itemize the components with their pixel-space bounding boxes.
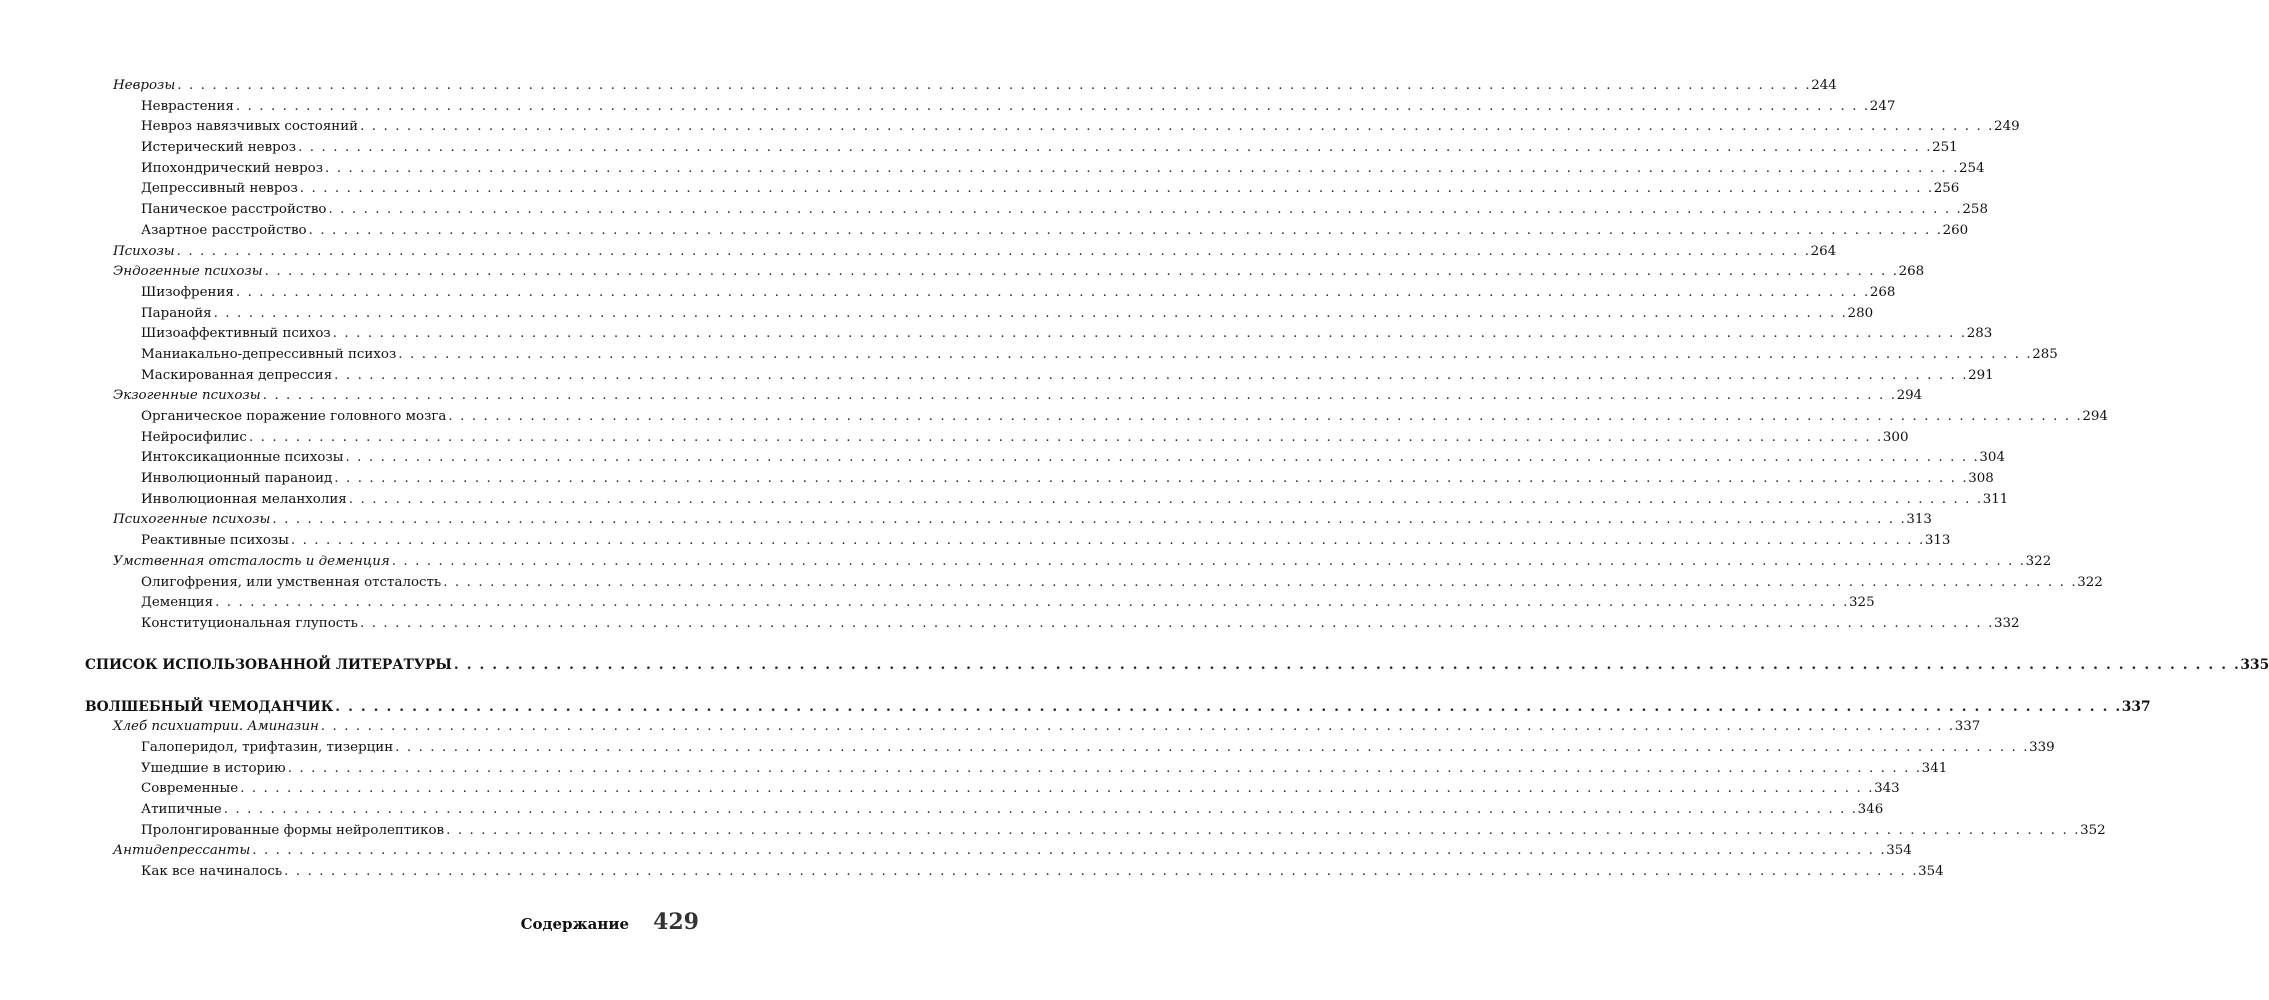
toc-entry-title: Органическое поражение головного мозга (141, 409, 447, 424)
toc-entry-title: Шизофрения (141, 284, 234, 300)
toc-part-entry (85, 655, 2269, 676)
toc-entry-page: 335 (2240, 657, 2269, 674)
toc-entry-title: Как все начиналось (141, 864, 283, 880)
toc-subsection-entry (141, 573, 2103, 594)
toc-entry-page: 332 (1993, 615, 2020, 631)
page-footer (521, 909, 699, 935)
toc-entry-title: Маскированная депрессия (141, 367, 333, 383)
toc-entry-page: 260 (1942, 222, 1969, 238)
dot-leader: . . . . . . . . . . . . . . . . . . . . . . . . . . . . . . . . . . . . . . . . . . . . . . . . . . . . . . . . . . . . . . . . . . . . . . . . . . . . . . . . . . . . . . . . . . . . . . . . . . . . . . . . . . . . . . . . . . . . . . . . . . . . . . . . . . . . . . . . . . . . (335, 698, 2122, 715)
dot-leader: . . . . . . . . . . . . . . . . . . . . . . . . . . . . . . . . . . . . . . . . . . . . . . . . . . . . . . . . . . . . . . . . . . . . . . . . . . . . . . . . . . . . . . . . . . . . . . . . . . . . . . . . . . . . . . . . . . . . . . . . . . . . . . . . . . . . . . . . . . . . (177, 78, 1812, 93)
toc-entry-title: Экзогенные психозы (113, 388, 261, 404)
dot-leader: . . . . . . . . . . . . . . . . . . . . . . . . . . . . . . . . . . . . . . . . . . . . . . . . . . . . . . . . . . . . . . . . . . . . . . . . . . . . . . . . . . . . . . . . . . . . . . . . . . . . . . . . . . . . . . . . . . . . . . . . . . . . . . . . . . . . . . . . . . . . (443, 574, 2078, 590)
toc-entry-title: Шизоаффективный психоз (141, 326, 331, 342)
toc-entry-page: 322 (2025, 553, 2052, 569)
table-of-contents (0, 76, 2269, 883)
toc-entry-page: 256 (1933, 181, 1960, 197)
toc-entry-page: 264 (1810, 243, 1837, 259)
toc-entry-title: Паническое расстройство (141, 202, 327, 218)
toc-entry-title: Галоперидол, трифтазин, тизерцин (141, 740, 394, 755)
toc-section-entry (113, 552, 2052, 573)
toc-subsection-entry (141, 821, 2106, 842)
section-spacer (0, 635, 800, 656)
toc-entry-page: 251 (1932, 140, 1958, 156)
toc-entry-page: 291 (1968, 367, 1994, 383)
toc-entry-title: Интоксикационные психозы (141, 450, 344, 466)
toc-entry-page: 339 (2029, 740, 2055, 755)
toc-entry-title: Невроз навязчивых состояний (141, 119, 359, 135)
toc-entry-page: 304 (1979, 450, 2005, 466)
toc-subsection-entry (141, 221, 1969, 242)
toc-subsection-entry (141, 117, 2020, 138)
toc-entry-page: 337 (1954, 719, 1981, 735)
toc-subsection-entry (141, 614, 2020, 635)
toc-entry-page: 337 (2121, 698, 2151, 715)
dot-leader: . . . . . . . . . . . . . . . . . . . . . . . . . . . . . . . . . . . . . . . . . . . . . . . . . . . . . . . . . . . . . . . . . . . . . . . . . . . . . . . . . . . . . . . . . . . . . . . . . . . . . . . . . . . . . . . . . . . . . . . . . . . . . . . . . . . . . . . . . . . . (235, 284, 1870, 300)
toc-entry-page: 311 (1982, 491, 2009, 507)
dot-leader: . . . . . . . . . . . . . . . . . . . . . . . . . . . . . . . . . . . . . . . . . . . . . . . . . . . . . . . . . . . . . . . . . . . . . . . . . . . . . . . . . . . . . . . . . . . . . . . . . . . . . . . . . . . . . . . . . . . . . . . . . . . . . . . . . . . . . . . . . . . . (287, 760, 1922, 776)
toc-entry-page: 343 (1874, 781, 1900, 797)
toc-entry-title: Паранойя (141, 305, 212, 321)
toc-entry-title: Инволюционный параноид (141, 471, 333, 487)
dot-leader: . . . . . . . . . . . . . . . . . . . . . . . . . . . . . . . . . . . . . . . . . . . . . . . . . . . . . . . . . . . . . . . . . . . . . . . . . . . . . . . . . . . . . . . . . . . . . . . . . . . . . . . . . . . . . . . . . . . . . . . . . . . . . . . . . . . . . . . . . . . . (398, 346, 2033, 362)
toc-subsection-entry (141, 738, 2055, 759)
toc-subsection-entry (141, 179, 1960, 200)
toc-entry-title: Современные (141, 781, 239, 797)
toc-section-entry (113, 510, 1932, 531)
toc-entry-title: Истерический невроз (141, 140, 297, 156)
toc-subsection-entry (141, 531, 1951, 552)
toc-entry-page: 352 (2080, 822, 2106, 838)
running-title: Содержание (520, 915, 630, 933)
toc-entry-page: 354 (1918, 864, 1944, 880)
dot-leader: . . . . . . . . . . . . . . . . . . . . . . . . . . . . . . . . . . . . . . . . . . . . . . . . . . . . . . . . . . . . . . . . . . . . . . . . . . . . . . . . . . . . . . . . . . . . . . . . . . . . . . . . . . . . . . . . . . . . . . . . . . . . . . . . . . . . . . . . . . . . (299, 181, 1934, 197)
toc-subsection-entry (141, 428, 1909, 449)
toc-entry-title: Умственная отсталость и деменция (113, 553, 390, 569)
toc-entry-page: 283 (1966, 326, 1993, 342)
dot-leader: . . . . . . . . . . . . . . . . . . . . . . . . . . . . . . . . . . . . . . . . . . . . . . . . . . . . . . . . . . . . . . . . . . . . . . . . . . . . . . . . . . . . . . . . . . . . . . . . . . . . . . . . . . . . . . . . . . . . . . . . . . . . . . . . . . . . . . . . . . . . (308, 222, 1943, 238)
dot-leader: . . . . . . . . . . . . . . . . . . . . . . . . . . . . . . . . . . . . . . . . . . . . . . . . . . . . . . . . . . . . . . . . . . . . . . . . . . . . . . . . . . . . . . . . . . . . . . . . . . . . . . . . . . . . . . . . . . . . . . . . . . . . . . . . . . . . . . . . . . . . (262, 388, 1897, 404)
dot-leader: . . . . . . . . . . . . . . . . . . . . . . . . . . . . . . . . . . . . . . . . . . . . . . . . . . . . . . . . . . . . . . . . . . . . . . . . . . . . . . . . . . . . . . . . . . . . . . . . . . . . . . . . . . . . . . . . . . . . . . . . . . . . . . . . . . . . . . . . . . . . (391, 553, 2026, 569)
toc-subsection-entry (141, 159, 1985, 180)
toc-entry-title: СПИСОК ИСПОЛЬЗОВАННОЙ ЛИТЕРАТУРЫ (85, 657, 452, 674)
toc-entry-page: 354 (1886, 843, 1912, 859)
dot-leader: . . . . . . . . . . . . . . . . . . . . . . . . . . . . . . . . . . . . . . . . . . . . . . . . . . . . . . . . . . . . . . . . . . . . . . . . . . . . . . . . . . . . . . . . . . . . . . . . . . . . . . . . . . . . . . . . . . . . . . . . . . . . . . . . . . . . . . . . . . . . (213, 305, 1848, 321)
dot-leader: . . . . . . . . . . . . . . . . . . . . . . . . . . . . . . . . . . . . . . . . . . . . . . . . . . . . . . . . . . . . . . . . . . . . . . . . . . . . . . . . . . . . . . . . . . . . . . . . . . . . . . . . . . . . . . . . . . . . . . . . . . . . . . . . . . . . . . . . . . . . (290, 533, 1925, 549)
toc-entry-page: 249 (1994, 119, 2020, 135)
toc-entry-page: 325 (1849, 595, 1875, 611)
toc-entry-title: Неврастения (141, 98, 234, 114)
toc-entry-page: 244 (1811, 78, 1837, 93)
toc-entry-title: Неврозы (113, 78, 176, 93)
toc-section-entry (113, 717, 1981, 738)
toc-entry-title: ВОЛШЕБНЫЙ ЧЕМОДАНЧИК (85, 698, 334, 715)
toc-section-entry (113, 262, 1925, 283)
toc-entry-page: 247 (1869, 98, 1896, 114)
toc-entry-page: 300 (1882, 429, 1909, 445)
section-spacer (0, 676, 800, 697)
dot-leader: . . . . . . . . . . . . . . . . . . . . . . . . . . . . . . . . . . . . . . . . . . . . . . . . . . . . . . . . . . . . . . . . . . . . . . . . . . . . . . . . . . . . . . . . . . . . . . . . . . . . . . . . . . . . . . . . . . . . . . . . . . . . . . . . . . . . . . . . . . . . (176, 243, 1811, 259)
dot-leader: . . . . . . . . . . . . . . . . . . . . . . . . . . . . . . . . . . . . . . . . . . . . . . . . . . . . . . . . . . . . . . . . . . . . . . . . . . . . . . . . . . . . . . . . . . . . . . . . . . . . . . . . . . . . . . . . . . . . . . . . . . . . . . . . . . . . . . . . . . . . (448, 409, 2083, 424)
toc-entry-page: 285 (2032, 346, 2058, 362)
dot-leader: . . . . . . . . . . . . . . . . . . . . . . . . . . . . . . . . . . . . . . . . . . . . . . . . . . . . . . . . . . . . . . . . . . . . . . . . . . . . . . . . . . . . . . . . . . . . . . . . . . . . . . . . . . . . . . . . . . . . . . . . . . . . . . . . . . . . . . . . . . . . (328, 202, 1963, 218)
toc-entry-title: Психогенные психозы (113, 512, 271, 528)
dot-leader: . . . . . . . . . . . . . . . . . . . . . . . . . . . . . . . . . . . . . . . . . . . . . . . . . . . . . . . . . . . . . . . . . . . . . . . . . . . . . . . . . . . . . . . . . . . . . . . . . . . . . . . . . . . . . . . . . . . . . . . . . . . . . . . . . . . . . . . . . . . . (395, 740, 2030, 755)
toc-entry-title: Олигофрения, или умственная отсталость (141, 574, 442, 590)
toc-subsection-entry (141, 800, 1884, 821)
dot-leader: . . . . . . . . . . . . . . . . . . . . . . . . . . . . . . . . . . . . . . . . . . . . . . . . . . . . . . . . . . . . . . . . . . . . . . . . . . . . . . . . . . . . . . . . . . . . . . . . . . . . . . . . . . . . . . . . . . . . . . . . . . . . . . . . . . . . . . . . . . . . (332, 326, 1967, 342)
dot-leader: . . . . . . . . . . . . . . . . . . . . . . . . . . . . . . . . . . . . . . . . . . . . . . . . . . . . . . . . . . . . . . . . . . . . . . . . . . . . . . . . . . . . . . . . . . . . . . . . . . . . . . . . . . . . . . . . . . . . . . . . . . . . . . . . . . . . . . . . . . . . (359, 615, 1994, 631)
toc-section-entry (113, 386, 1923, 407)
toc-entry-title: Конституциональная глупость (141, 615, 358, 631)
toc-entry-page: 280 (1847, 305, 1874, 321)
dot-leader: . . . . . . . . . . . . . . . . . . . . . . . . . . . . . . . . . . . . . . . . . . . . . . . . . . . . . . . . . . . . . . . . . . . . . . . . . . . . . . . . . . . . . . . . . . . . . . . . . . . . . . . . . . . . . . . . . . . . . . . . . . . . . . . . . . . . . . . . . . . . (240, 781, 1875, 797)
toc-subsection-entry (141, 324, 1993, 345)
toc-entry-page: 268 (1898, 264, 1925, 280)
toc-subsection-entry (141, 304, 1874, 325)
toc-entry-page: 313 (1924, 533, 1951, 549)
toc-subsection-entry (141, 407, 2108, 428)
toc-entry-page: 346 (1857, 802, 1884, 818)
dot-leader: . . . . . . . . . . . . . . . . . . . . . . . . . . . . . . . . . . . . . . . . . . . . . . . . . . . . . . . . . . . . . . . . . . . . . . . . . . . . . . . . . . . . . . . . . . . . . . . . . . . . . . . . . . . . . . . . . . . . . . . . . . . . . . . . . . . . . . . . . . . . (235, 98, 1870, 114)
toc-subsection-entry (141, 759, 1948, 780)
toc-entry-title: Пролонгированные формы нейролептиков (141, 822, 445, 838)
toc-entry-page: 341 (1921, 760, 1948, 776)
dot-leader: . . . . . . . . . . . . . . . . . . . . . . . . . . . . . . . . . . . . . . . . . . . . . . . . . . . . . . . . . . . . . . . . . . . . . . . . . . . . . . . . . . . . . . . . . . . . . . . . . . . . . . . . . . . . . . . . . . . . . . . . . . . . . . . . . . . . . . . . . . . . (252, 843, 1887, 859)
toc-entry-title: Антидепрессанты (113, 843, 251, 859)
toc-part-entry (85, 697, 2151, 718)
page-number: 429 (653, 909, 699, 935)
toc-entry-title: Эндогенные психозы (113, 264, 263, 280)
dot-leader: . . . . . . . . . . . . . . . . . . . . . . . . . . . . . . . . . . . . . . . . . . . . . . . . . . . . . . . . . . . . . . . . . . . . . . . . . . . . . . . . . . . . . . . . . . . . . . . . . . . . . . . . . . . . . . . . . . . . . . . . . . . . . . . . . . . . . . . . . . . . (284, 864, 1919, 880)
toc-subsection-entry (141, 345, 2058, 366)
toc-entry-title: Маниакально-депрессивный психоз (141, 346, 397, 362)
toc-subsection-entry (141, 283, 1896, 304)
toc-entry-page: 294 (2082, 409, 2108, 424)
toc-entry-page: 254 (1959, 160, 1985, 176)
toc-entry-page: 268 (1869, 284, 1896, 300)
dot-leader: . . . . . . . . . . . . . . . . . . . . . . . . . . . . . . . . . . . . . . . . . . . . . . . . . . . . . . . . . . . . . . . . . . . . . . . . . . . . . . . . . . . . . . . . . . . . . . . . . . . . . . . . . . . . . . . . . . . . . . . . . . . . . . . . . . . . . . . . . . . . (345, 450, 1980, 466)
dot-leader: . . . . . . . . . . . . . . . . . . . . . . . . . . . . . . . . . . . . . . . . . . . . . . . . . . . . . . . . . . . . . . . . . . . . . . . . . . . . . . . . . . . . . . . . . . . . . . . . . . . . . . . . . . . . . . . . . . . . . . . . . . . . . . . . . . . . . . . . . . . . (320, 719, 1955, 735)
dot-leader: . . . . . . . . . . . . . . . . . . . . . . . . . . . . . . . . . . . . . . . . . . . . . . . . . . . . . . . . . . . . . . . . . . . . . . . . . . . . . . . . . . . . . . . . . . . . . . . . . . . . . . . . . . . . . . . . . . . . . . . . . . . . . . . . . . . . . . . . . . . . (446, 822, 2081, 838)
toc-entry-page: 322 (2077, 574, 2103, 590)
toc-entry-title: Реактивные психозы (141, 533, 289, 549)
dot-leader: . . . . . . . . . . . . . . . . . . . . . . . . . . . . . . . . . . . . . . . . . . . . . . . . . . . . . . . . . . . . . . . . . . . . . . . . . . . . . . . . . . . . . . . . . . . . . . . . . . . . . . . . . . . . . . . . . . . . . . . . . . . . . . . . . . . . . . . . . . . . (360, 119, 1995, 135)
dot-leader: . . . . . . . . . . . . . . . . . . . . . . . . . . . . . . . . . . . . . . . . . . . . . . . . . . . . . . . . . . . . . . . . . . . . . . . . . . . . . . . . . . . . . . . . . . . . . . . . . . . . . . . . . . . . . . . . . . . . . . . . . . . . . . . . . . . . . . . . . . . . (334, 367, 1969, 383)
dot-leader: . . . . . . . . . . . . . . . . . . . . . . . . . . . . . . . . . . . . . . . . . . . . . . . . . . . . . . . . . . . . . . . . . . . . . . . . . . . . . . . . . . . . . . . . . . . . . . . . . . . . . . . . . . . . . . . . . . . . . . . . . . . . . . . . . . . . . . . . . . . . (248, 429, 1883, 445)
toc-subsection-entry (141, 593, 1875, 614)
toc-section-entry (113, 841, 1912, 862)
toc-entry-title: Психозы (113, 243, 175, 259)
dot-leader: . . . . . . . . . . . . . . . . . . . . . . . . . . . . . . . . . . . . . . . . . . . . . . . . . . . . . . . . . . . . . . . . . . . . . . . . . . . . . . . . . . . . . . . . . . . . . . . . . . . . . . . . . . . . . . . . . . . . . . . . . . . . . . . . . . . . . . . . . . . . (264, 264, 1899, 280)
toc-subsection-entry (141, 366, 1994, 387)
toc-subsection-entry (141, 200, 1988, 221)
toc-entry-page: 313 (1906, 512, 1932, 528)
dot-leader: . . . . . . . . . . . . . . . . . . . . . . . . . . . . . . . . . . . . . . . . . . . . . . . . . . . . . . . . . . . . . . . . . . . . . . . . . . . . . . . . . . . . . . . . . . . . . . . . . . . . . . . . . . . . . . . . . . . . . . . . . . . . . . . . . . . . . . . . . . . . (334, 471, 1969, 487)
toc-subsection-entry (141, 779, 1900, 800)
toc-entry-page: 258 (1962, 202, 1988, 218)
dot-leader: . . . . . . . . . . . . . . . . . . . . . . . . . . . . . . . . . . . . . . . . . . . . . . . . . . . . . . . . . . . . . . . . . . . . . . . . . . . . . . . . . . . . . . . . . . . . . . . . . . . . . . . . . . . . . . . . . . . . . . . . . . . . . . . . . . . . . . . . . . . . (223, 802, 1858, 818)
toc-entry-title: Атипичные (141, 802, 222, 818)
toc-entry-page: 294 (1896, 388, 1923, 404)
dot-leader: . . . . . . . . . . . . . . . . . . . . . . . . . . . . . . . . . . . . . . . . . . . . . . . . . . . . . . . . . . . . . . . . . . . . . . . . . . . . . . . . . . . . . . . . . . . . . . . . . . . . . . . . . . . . . . . . . . . . . . . . . . . . . . . . . . . . . . . . . . . . (453, 657, 2241, 674)
toc-entry-title: Азартное расстройство (141, 222, 307, 238)
dot-leader: . . . . . . . . . . . . . . . . . . . . . . . . . . . . . . . . . . . . . . . . . . . . . . . . . . . . . . . . . . . . . . . . . . . . . . . . . . . . . . . . . . . . . . . . . . . . . . . . . . . . . . . . . . . . . . . . . . . . . . . . . . . . . . . . . . . . . . . . . . . . (325, 160, 1959, 176)
toc-subsection-entry (141, 448, 2005, 469)
toc-section-entry (113, 242, 1837, 263)
toc-subsection-entry (141, 97, 1896, 118)
toc-entry-title: Депрессивный невроз (141, 181, 298, 197)
toc-entry-title: Деменция (141, 595, 214, 611)
toc-subsection-entry (141, 469, 1994, 490)
toc-entry-title: Инволюционная меланхолия (141, 491, 347, 507)
dot-leader: . . . . . . . . . . . . . . . . . . . . . . . . . . . . . . . . . . . . . . . . . . . . . . . . . . . . . . . . . . . . . . . . . . . . . . . . . . . . . . . . . . . . . . . . . . . . . . . . . . . . . . . . . . . . . . . . . . . . . . . . . . . . . . . . . . . . . . . . . . . . (298, 140, 1933, 156)
toc-entry-title: Нейросифилис (141, 429, 247, 445)
toc-entry-title: Ушедшие в историю (141, 760, 286, 776)
dot-leader: . . . . . . . . . . . . . . . . . . . . . . . . . . . . . . . . . . . . . . . . . . . . . . . . . . . . . . . . . . . . . . . . . . . . . . . . . . . . . . . . . . . . . . . . . . . . . . . . . . . . . . . . . . . . . . . . . . . . . . . . . . . . . . . . . . . . . . . . . . . . (348, 491, 1983, 507)
toc-subsection-entry (141, 490, 2009, 511)
toc-subsection-entry (141, 862, 1944, 883)
toc-entry-title: Хлеб психиатрии. Аминазин (113, 719, 319, 735)
toc-entry-title: Ипохондрический невроз (141, 160, 324, 176)
toc-section-entry (113, 76, 1837, 97)
dot-leader: . . . . . . . . . . . . . . . . . . . . . . . . . . . . . . . . . . . . . . . . . . . . . . . . . . . . . . . . . . . . . . . . . . . . . . . . . . . . . . . . . . . . . . . . . . . . . . . . . . . . . . . . . . . . . . . . . . . . . . . . . . . . . . . . . . . . . . . . . . . . (272, 512, 1907, 528)
dot-leader: . . . . . . . . . . . . . . . . . . . . . . . . . . . . . . . . . . . . . . . . . . . . . . . . . . . . . . . . . . . . . . . . . . . . . . . . . . . . . . . . . . . . . . . . . . . . . . . . . . . . . . . . . . . . . . . . . . . . . . . . . . . . . . . . . . . . . . . . . . . . (215, 595, 1850, 611)
toc-entry-page: 308 (1968, 471, 1994, 487)
toc-subsection-entry (141, 138, 1958, 159)
